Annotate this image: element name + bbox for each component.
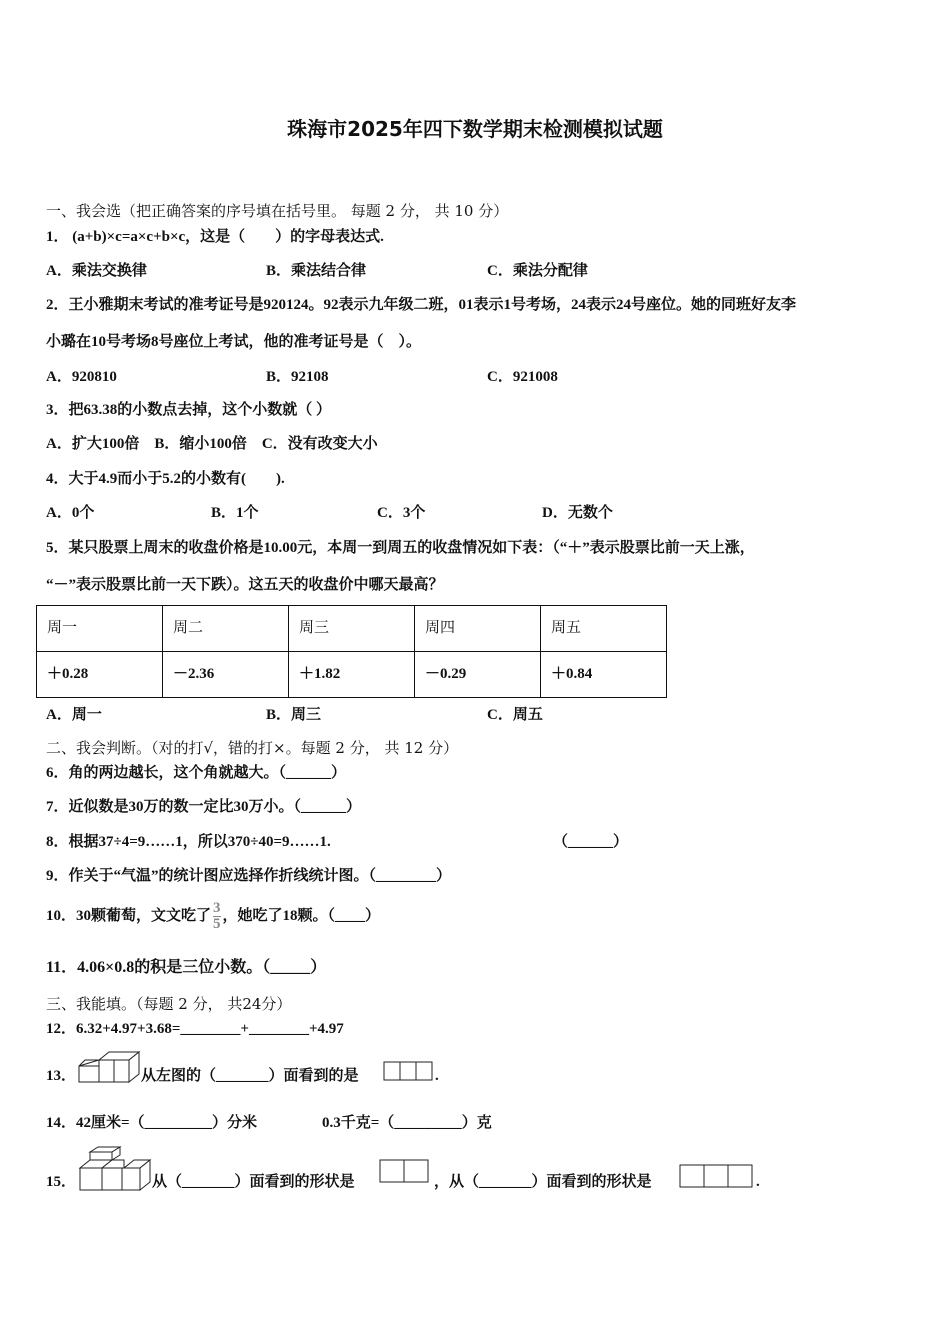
q6-text: 6．角的两边越长，这个角就越大。（______） — [46, 765, 347, 781]
table-header-cell: 周二 — [163, 606, 289, 652]
q5-option-a: A．周一 — [46, 707, 102, 723]
q13-number: 13． — [46, 1068, 77, 1084]
q7-text: 7．近似数是30万的数一定比30万小。（______） — [46, 799, 362, 815]
q15-number: 15． — [46, 1174, 77, 1190]
stock-table — [36, 605, 667, 698]
table-value-cell: ＋0.28 — [37, 652, 163, 698]
q8-text: 8．根据37÷4=9……1，所以370÷40=9……1. — [46, 834, 331, 850]
q1-text: 1． (a+b)×c=a×c+b×c，这是（ ）的字母表达式. — [46, 229, 384, 245]
q5-line1: 5．某只股票上周末的收盘价格是10.00元，本周一到周五的收盘情况如下表：（“＋”表示股票比前一天上涨， — [46, 540, 755, 556]
q5-line2: “－”表示股票比前一天下跌）。这五天的收盘价中哪天最高？ — [46, 577, 444, 593]
q13-end: . — [435, 1068, 439, 1084]
q15-view-figure-2 — [679, 1164, 755, 1190]
table-header-cell: 周一 — [37, 606, 163, 652]
q15-end: . — [756, 1174, 760, 1190]
q2-option-a: A．920810 — [46, 369, 117, 385]
q2-line1: 2．王小雅期末考试的准考证号是920124。92表示九年级二班，01表示1号考场，24表示24号座位。她的同班好友李 — [46, 297, 797, 313]
q12-text: 12．6.32+4.97+3.68=________+________+4.97 — [46, 1021, 344, 1037]
q10-line — [46, 896, 380, 936]
q4-text: 4．大于4.9而小于5.2的小数有( ). — [46, 471, 285, 487]
table-value-cell: ＋0.84 — [541, 652, 667, 698]
section1-header: 一、我会选（把正确答案的序号填在括号里。 每题 2 分， 共 10 分） — [46, 202, 509, 220]
q5-option-b: B．周三 — [266, 707, 322, 723]
table-value-cell: －2.36 — [163, 652, 289, 698]
q13-cube-figure — [77, 1050, 141, 1084]
table-header-row — [37, 606, 667, 652]
table-value-row — [37, 652, 667, 698]
table-header-cell: 周四 — [415, 606, 541, 652]
q2-option-c: C．921008 — [487, 369, 558, 385]
q4-option-d: D．无数个 — [542, 505, 613, 521]
q3-options: A．扩大100倍 B．缩小100倍 C．没有改变大小 — [46, 436, 378, 452]
q13-view-figure — [383, 1061, 435, 1083]
q2-line2: 小璐在10号考场8号座位上考试，他的准考证号是（ ）。 — [46, 334, 422, 350]
q1-option-b: B．乘法结合律 — [266, 263, 367, 279]
q9-text: 9．作关于“气温”的统计图应选择作折线统计图。（________） — [46, 868, 452, 884]
section3-header: 三、我能填。（每题 2 分， 共24分） — [46, 995, 292, 1013]
table-header-cell: 周三 — [289, 606, 415, 652]
q4-option-c: C．3个 — [377, 505, 426, 521]
q14-part1: 14．42厘米=（_________）分米 — [46, 1115, 258, 1131]
q10-before: 10．30颗葡萄，文文吃了 — [46, 908, 212, 924]
q5-option-c: C．周五 — [487, 707, 543, 723]
q4-option-b: B．1个 — [211, 505, 259, 521]
table-header-cell: 周五 — [541, 606, 667, 652]
q1-option-a: A．乘法交换律 — [46, 263, 147, 279]
q11-text: 11．4.06×0.8的积是三位小数。（_____） — [46, 959, 327, 976]
q2-option-b: B．92108 — [266, 369, 329, 385]
page-title: 珠海市2025年四下数学期末检测模拟试题 — [287, 117, 663, 141]
table-value-cell: ＋1.82 — [289, 652, 415, 698]
q13-text: 从左图的（_______）面看到的是 — [141, 1068, 359, 1084]
section2-header: 二、我会判断。（对的打√，错的打×。每题 2 分， 共 12 分） — [46, 739, 459, 757]
q1-option-c: C．乘法分配律 — [487, 263, 588, 279]
q15-text1: 从（_______）面看到的形状是 — [152, 1174, 355, 1190]
q8-blank: （______） — [553, 834, 629, 850]
q15-text2: ，从（_______）面看到的形状是 — [434, 1174, 652, 1190]
q14-part2: 0.3千克=（_________）克 — [322, 1115, 492, 1131]
q10-after: ，她吃了18颗。（____） — [222, 908, 381, 924]
q3-text: 3．把63.38的小数点去掉，这个小数就（ ） — [46, 402, 332, 418]
fraction-numerator: 3 — [213, 900, 221, 917]
q15-view-figure-1 — [379, 1159, 431, 1185]
fraction-denominator: 5 — [213, 916, 221, 933]
table-value-cell: －0.29 — [415, 652, 541, 698]
fraction — [213, 901, 221, 932]
q4-option-a: A．0个 — [46, 505, 95, 521]
q15-cube-figure — [78, 1146, 152, 1192]
